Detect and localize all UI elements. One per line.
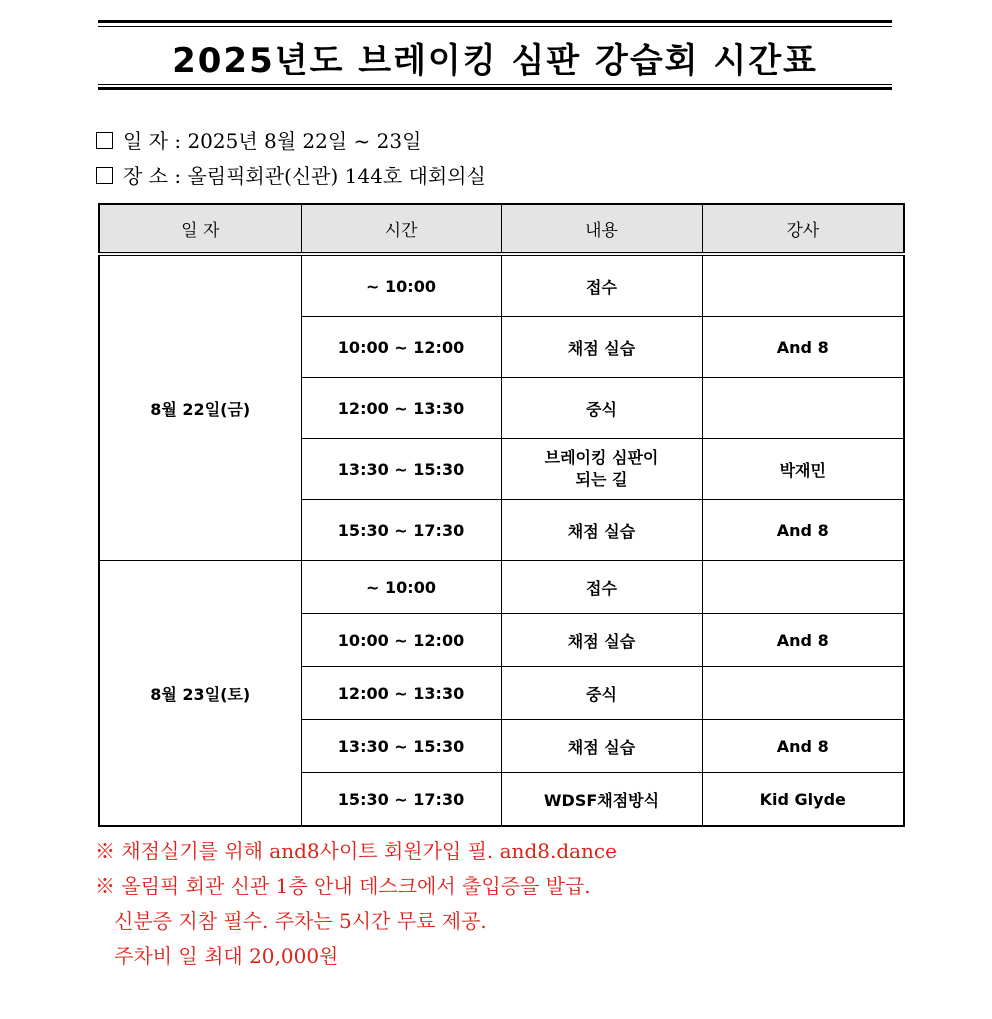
table-row [99,561,904,614]
lecturer-cell: And 8 [702,614,904,667]
day2-label: 8월 23일(토) [99,561,301,827]
lecturer-cell: And 8 [702,317,904,378]
content-cell: 채점 실습 [501,317,702,378]
title-bottom-rule [98,87,892,90]
info-place [96,163,486,189]
day1-label: 8월 22일(금) [99,254,301,561]
notes [95,834,617,974]
content-cell: 채점 실습 [501,720,702,773]
time-cell: 13:30 ~ 15:30 [301,439,501,500]
lecturer-cell: And 8 [702,720,904,773]
note-line: 주차비 일 최대 20,000원 [95,944,339,968]
content-cell: 중식 [501,667,702,720]
lecturer-cell [702,254,904,317]
time-cell: ~ 10:00 [301,254,501,317]
content-cell: 채점 실습 [501,614,702,667]
info-date [96,128,421,154]
checkbox-icon [96,167,113,184]
title-top-thin-rule [98,26,892,27]
page-title: 2025년도 브레이킹 심판 강습회 시간표 [172,41,818,81]
time-cell: 15:30 ~ 17:30 [301,773,501,827]
note-line: ※ 채점실기를 위해 and8사이트 회원가입 필. and8.dance [95,839,617,863]
header-lecturer: 강사 [702,204,904,254]
content-cell: 접수 [501,561,702,614]
content-cell: WDSF채점방식 [501,773,702,827]
note-line: 신분증 지참 필수. 주차는 5시간 무료 제공. [95,909,487,933]
title-block [98,20,892,92]
header-time: 시간 [301,204,501,254]
time-cell: 13:30 ~ 15:30 [301,720,501,773]
content-cell: 접수 [501,254,702,317]
lecturer-cell [702,667,904,720]
lecturer-cell [702,561,904,614]
time-cell: 10:00 ~ 12:00 [301,317,501,378]
lecturer-cell: And 8 [702,500,904,561]
lecturer-cell [702,378,904,439]
checkbox-icon [96,132,113,149]
lecturer-cell: 박재민 [702,439,904,500]
time-cell: ~ 10:00 [301,561,501,614]
time-cell: 10:00 ~ 12:00 [301,614,501,667]
schedule-table [98,203,905,827]
time-cell: 15:30 ~ 17:30 [301,500,501,561]
lecturer-cell: Kid Glyde [702,773,904,827]
info-date-text: 일 자 : 2025년 8월 22일 ~ 23일 [123,129,422,153]
info-place-text: 장 소 : 올림픽회관(신관) 144호 대회의실 [123,164,486,188]
note-line: ※ 올림픽 회관 신관 1층 안내 데스크에서 출입증을 발급. [95,874,591,898]
time-cell: 12:00 ~ 13:30 [301,667,501,720]
content-cell: 브레이킹 심판이 되는 길 [501,439,702,500]
header-date: 일 자 [99,204,301,254]
header-content: 내용 [501,204,702,254]
title-top-rule [98,20,892,23]
content-cell: 중식 [501,378,702,439]
time-cell: 12:00 ~ 13:30 [301,378,501,439]
title-bottom-thin-rule [98,84,892,85]
table-header-row [99,204,904,254]
content-cell: 채점 실습 [501,500,702,561]
table-row [99,254,904,317]
